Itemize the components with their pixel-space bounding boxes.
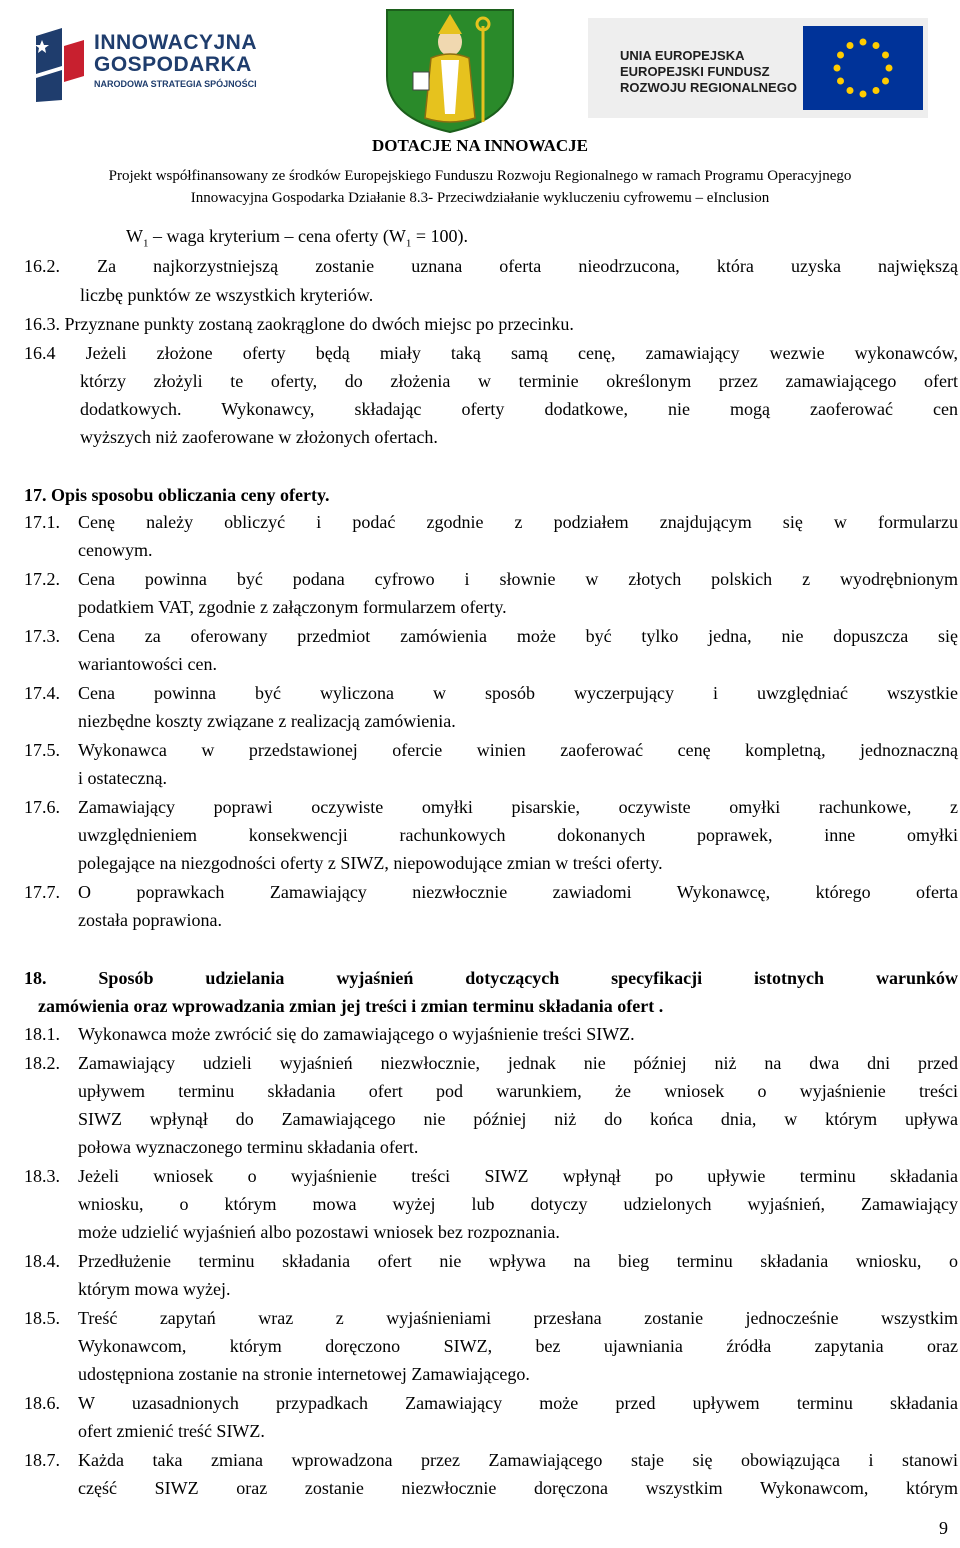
item-18-3-line1: Jeżeli wniosek o wyjaśnienie treści SIWZ wpłynął po upływie terminu składania (78, 1166, 958, 1186)
item-18-4-line2: którym mowa wyżej. (78, 1279, 231, 1299)
item-17-3-line1: Cena za oferowany przedmiot zamówienia może być tylko jedna, nie dopuszcza się (78, 626, 958, 646)
item-17-2-number: 17.2. (24, 569, 60, 589)
item-17-6-line3: polegające na niezgodności oferty z SIWZ, niepowodujące zmian w treści oferty. (78, 853, 663, 873)
header-action-line: Innowacyjna Gospodarka Działanie 8.3- Przeciwdziałanie wykluczeniu cyfrowemu – eInclusion (190, 190, 770, 206)
para-16-3: 16.3. Przyznane punkty zostaną zaokrąglone do dwóch miejsc po przecinku. (24, 314, 574, 334)
item-18-1-line1: Wykonawca może zwrócić się do zamawiającego o wyjaśnienie treści SIWZ. (78, 1024, 635, 1044)
item-18-2-line4: połowa wyznaczonego terminu składania ofert. (78, 1137, 419, 1157)
item-18-7-line1: Każda taka zmiana wprowadzona przez Zamawiającego staje się obowiązująca i stanowi (78, 1450, 958, 1470)
item-18-6-line2: ofert zmienić treść SIWZ. (78, 1421, 265, 1441)
item-18-3-number: 18.3. (24, 1166, 60, 1186)
item-18-4-line1: Przedłużenie terminu składania ofert nie wpływa na bieg terminu składania wniosku, o (78, 1251, 958, 1271)
ig-logo-line3: NARODOWA STRATEGIA SPÓJNOŚCI (94, 79, 257, 89)
item-18-3-line2: wniosku, o którym mowa wyżej lub dotyczy udzielonych wyjaśnień, Zamawiający (78, 1194, 958, 1214)
municipal-coat-of-arms (375, 6, 525, 134)
item-17-5-line1: Wykonawca w przedstawionej ofercie winien zaoferować cenę kompletną, jednoznaczną (78, 740, 958, 760)
para-16-4-line3: dodatkowych. Wykonawcy, składając oferty dodatkowe, nie mogą zaoferować cen (80, 399, 958, 419)
item-17-6-number: 17.6. (24, 797, 60, 817)
item-18-6-number: 18.6. (24, 1393, 60, 1413)
item-17-7-number: 17.7. (24, 882, 60, 902)
section-18-heading-line2: zamówienia oraz wprowadzania zmian jej treści i zmian terminu składania ofert . (38, 996, 664, 1016)
section-18-heading-line1: 18. Sposób udzielania wyjaśnień dotyczących specyfikacji istotnych warunków (24, 968, 958, 988)
ig-logo-line1: INNOWACYJNA (94, 31, 258, 54)
w1-text: – waga kryterium – cena oferty (W (148, 226, 406, 246)
item-18-2-line1: Zamawiający udzieli wyjaśnień niezwłocznie, jednak nie później niż na dwa dni przed (78, 1053, 958, 1073)
eu-logo-line3: ROZWOJU REGIONALNEGO (620, 80, 797, 95)
item-17-3-number: 17.3. (24, 626, 60, 646)
item-17-2-line1: Cena powinna być podana cyfrowo i słownie w złotych polskich z wyodrębnionym (78, 569, 958, 589)
para-16-4-line2: którzy złożyli te oferty, do złożenia w terminie określonym przez zamawiającego ofert (80, 371, 958, 391)
eu-logo-line1: UNIA EUROPEJSKA (620, 48, 745, 63)
w1-text-end: = 100). (411, 226, 469, 246)
section-17-heading: 17. Opis sposobu obliczania ceny oferty. (24, 485, 330, 505)
item-17-6-line2: uwzględnieniem konsekwencji rachunkowych dokonanych poprawek, inne omyłki (78, 825, 958, 845)
item-18-5-line1: Treść zapytań wraz z wyjaśnieniami przesłana zostanie jednocześnie wszystkim (78, 1308, 958, 1328)
item-17-4-number: 17.4. (24, 683, 60, 703)
item-18-5-number: 18.5. (24, 1308, 60, 1328)
header-project-line: Projekt współfinansowany ze środków Europejskiego Funduszu Rozwoju Regionalnego w ramach Programu Operacyjnego (108, 168, 852, 184)
item-17-1-line2: cenowym. (78, 540, 153, 560)
item-17-7-line1: O poprawkach Zamawiający niezwłocznie zawiadomi Wykonawcę, którego oferta (78, 882, 958, 902)
header-title: DOTACJE NA INNOWACJE (372, 136, 588, 155)
item-17-1-number: 17.1. (24, 512, 60, 532)
w1-symbol: W (126, 226, 143, 246)
item-18-1-number: 18.1. (24, 1024, 60, 1044)
w1-subscript: 1 (143, 237, 149, 250)
item-18-2-line3: SIWZ wpłynął do Zamawiającego nie później niż do końca dnia, w którym upływa (78, 1109, 958, 1129)
ig-logo-line2: GOSPODARKA (94, 53, 252, 76)
item-17-7-line2: została poprawiona. (78, 910, 222, 930)
item-17-2-line2: podatkiem VAT, zgodnie z załączonym formularzem oferty. (78, 597, 507, 617)
item-17-1-line1: Cenę należy obliczyć i podać zgodnie z podziałem znajdującym się w formularzu (78, 512, 958, 532)
item-18-7-line2: część SIWZ oraz zostanie niezwłocznie doręczona wszystkim Wykonawcom, którym (78, 1478, 958, 1498)
ig-emblem-icon (28, 26, 88, 104)
eu-flag-icon (803, 26, 923, 110)
innowacyjna-gospodarka-logo (28, 22, 258, 104)
eu-logo-line2: EUROPEJSKI FUNDUSZ (620, 64, 770, 79)
item-17-3-line2: wariantowości cen. (78, 654, 217, 674)
para-16-4-line1: 16.4 Jeżeli złożone oferty będą miały taką samą cenę, zamawiający wezwie wykonawców, (24, 343, 958, 363)
item-17-6-line1: Zamawiający poprawi oczywiste omyłki pisarskie, oczywiste omyłki rachunkowe, z (78, 797, 958, 817)
item-17-4-line2: niezbędne koszty związane z realizacją zamówienia. (78, 711, 456, 731)
page-number: 9 (939, 1518, 948, 1538)
item-18-3-line3: może udzielić wyjaśnień albo pozostawi wniosek bez rozpoznania. (78, 1222, 560, 1242)
item-18-5-line2: Wykonawcom, którym doręczono SIWZ, bez ujawniania źródła zapytania oraz (78, 1336, 958, 1356)
item-18-2-line2: upływem terminu składania ofert pod warunkiem, że wniosek o wyjaśnienie treści (78, 1081, 958, 1101)
para-16-4-line4: wyższych niż zaoferowane w złożonych ofertach. (80, 427, 438, 447)
item-18-6-line1: W uzasadnionych przypadkach Zamawiający może przed upływem terminu składania (78, 1393, 958, 1413)
item-18-7-number: 18.7. (24, 1450, 60, 1470)
item-18-4-number: 18.4. (24, 1251, 60, 1271)
coat-of-arms-icon (375, 6, 525, 134)
item-17-5-number: 17.5. (24, 740, 60, 760)
para-16-2-line1: 16.2. Za najkorzystniejszą zostanie uznana oferta nieodrzucona, która uzyska największą (24, 256, 958, 276)
item-18-2-number: 18.2. (24, 1053, 60, 1073)
w1-subscript-2: 1 (405, 237, 412, 250)
para-16-2-line2: liczbę punktów ze wszystkich kryteriów. (80, 285, 374, 305)
item-17-4-line1: Cena powinna być wyliczona w sposób wyczerpujący i uwzględniać wszystkie (78, 683, 958, 703)
item-17-5-line2: i ostateczną. (78, 768, 167, 788)
item-18-5-line3: udostępniona zostanie na stronie internetowej Zamawiającego. (78, 1364, 530, 1384)
page-header (0, 0, 960, 215)
eu-fund-logo (588, 18, 928, 118)
